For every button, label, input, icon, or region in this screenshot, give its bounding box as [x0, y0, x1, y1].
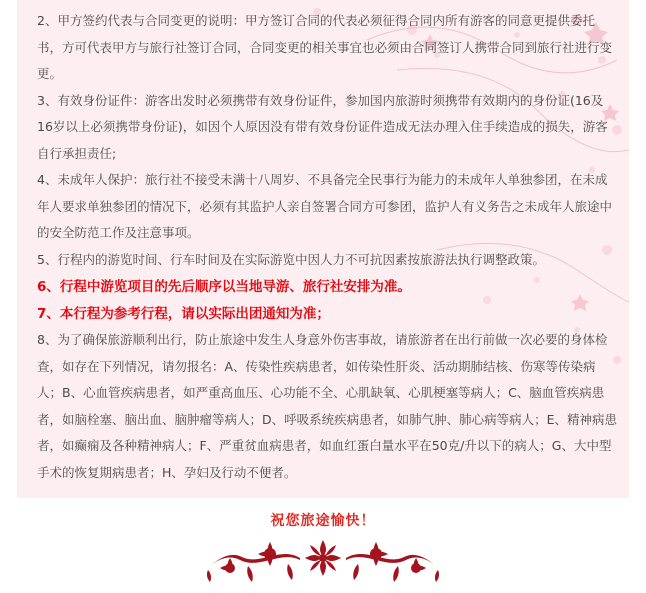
notice-item-7: 7、本行程为参考行程，请以实际出团通知为准； [37, 306, 330, 322]
notice-panel [17, 0, 629, 498]
notice-item-5: 5、行程内的游览时间、行车时间及在实际游览中因人力不可抗因素按旅游法执行调整政策。 [37, 251, 545, 267]
notice-item-3: 3、有效身份证件：游客出发时必须携带有效身份证件，参加国内旅游时须携带有效期内的身份证(16及16岁以上必须携带身份证)，如因个人原因没有带有效身份证件造成无法办理入住手续造成的损失，游客自行承担责任; [37, 92, 608, 161]
floral-ornament-icon [200, 536, 446, 588]
footer-title: 祝您旅途愉快！ [270, 513, 376, 529]
notice-item-6: 6、行程中游览项目的先后顺序以当地导游、旅行社安排为准。 [37, 279, 411, 295]
notice-item-2: 2、甲方签约代表与合同变更的说明：甲方签订合同的代表必须征得合同内所有游客的同意更提供委托书，方可代表甲方与旅行社签订合同，合同变更的相关事宜也必须由合同签订人携带合同到旅行社进行变更。 [37, 13, 613, 81]
notice-content [37, 8, 619, 486]
notice-item-4: 4、未成年人保护：旅行社不接受未满十八周岁、不具备完全民事行为能力的未成年人单独参团，在未成年人要求单独参团的情况下，必须有其监护人亲自签署合同方可参团，监护人有义务告之未成年人旅途中的安全防范工作及注意事项。 [37, 172, 613, 240]
notice-item-8: 8、为了确保旅游顺利出行，防止旅途中发生人身意外伤害事故，请旅游者在出行前做一次必要的身体检查，如存在下列情况，请勿报名：A、传染性疾病患者，如传染性肝炎、活动期肺结核、伤寒等传染病人；B、心血管疾病患者，如严重高血压、心功能不全、心肌缺氧、心肌梗塞等病人；C、脑血管疾病患者，如脑栓塞、脑出血、脑肿瘤等病人；D、呼吸系统疾病患者，如肺气肿、肺心病等病人；E、精神病患者，如癫痫及各种精神病人；F、严重贫血病患者，如血红蛋白量水平在50克/升以下的病人；G、大中型手术的恢复期病患者；H、孕妇及行动不便者。 [37, 332, 618, 480]
